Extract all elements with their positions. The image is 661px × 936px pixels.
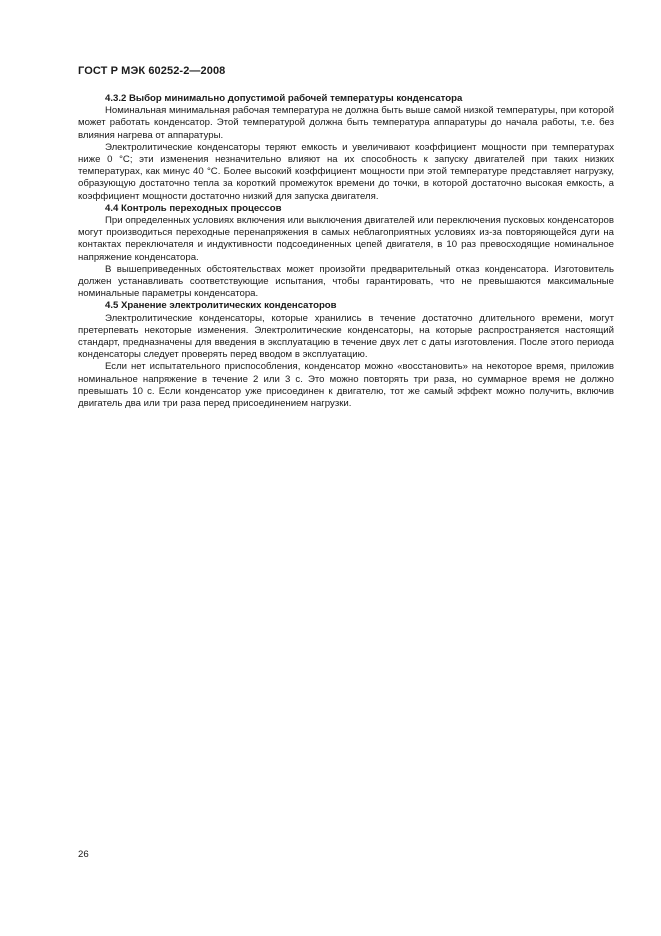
section-heading: 4.3.2 Выбор минимально допустимой рабочей температуры конденсатора (105, 93, 463, 104)
paragraph: Электролитические конденсаторы, которые хранились в течение достаточно длительного времени, могут претерпевать некоторые изменения. Электролитические конденсаторы, на которые распространяется настоящий стандарт, предназначены для введения в эксплуатацию в течение двух лет с даты изготовления. После этого периода конденсаторы следует проверять перед вводом в эксплуатацию. (78, 312, 614, 361)
paragraph: Номинальная минимальная рабочая температура не должна быть выше самой низкой температуры, при которой может работать конденсатор. Этой температурой должна быть температура аппаратуры до начала работы, т.е. без влияния нагрева от аппаратуры. (78, 105, 614, 141)
paragraph: При определенных условиях включения или выключения двигателей или переключения пусковых конденсаторов могут производиться переходные перенапряжения в самых неблагоприятных условиях из-за повторяющейся дуги на контактах переключателя и индуктивности подсоединенных цепей двигателя, в 10 раз превосходящие номинальное напряжение конденсатора. (78, 215, 614, 263)
page-number: 26 (78, 849, 89, 860)
section-4-3-2 (78, 93, 614, 203)
paragraph: Электролитические конденсаторы теряют емкость и увеличивают коэффициент мощности при температурах ниже 0 °C; эти изменения незначительно влияют на их способность к запуску двигателей при таких низких температурах, как минус 40 °C. Более высокий коэффициент мощности при этой температуре представляет нагрузку, образующую достаточно тепла за короткий промежуток времени до точки, в которой достаточно высокая емкость, а коэффициент мощности достаточно низкий для запуска двигателя. (78, 141, 614, 202)
section-4-5 (78, 300, 614, 410)
section-heading: 4.4 Контроль переходных процессов (105, 202, 282, 214)
section-4-4 (78, 203, 614, 301)
paragraph: В вышеприведенных обстоятельствах может произойти предварительный отказ конденсатора. Изготовитель должен устанавливать соответствующие испытания, чтобы гарантировать, что не превышаются максимальные номинальные параметры конденсатора. (78, 263, 614, 300)
paragraph: Если нет испытательного приспособления, конденсатор можно «восстановить» на некоторое время, приложив номинальное напряжение в течение 2 или 3 с. Это можно повторять три раза, но суммарное время не должно превышать 10 с. Если конденсатор уже присоединен к двигателю, тот же самый эффект можно получить, включив двигатель два или три раза перед присоединением нагрузки. (78, 361, 614, 410)
section-heading: 4.5 Хранение электролитических конденсаторов (105, 300, 337, 312)
document-body (78, 93, 614, 410)
document-header: ГОСТ Р МЭК 60252-2—2008 (78, 65, 226, 77)
